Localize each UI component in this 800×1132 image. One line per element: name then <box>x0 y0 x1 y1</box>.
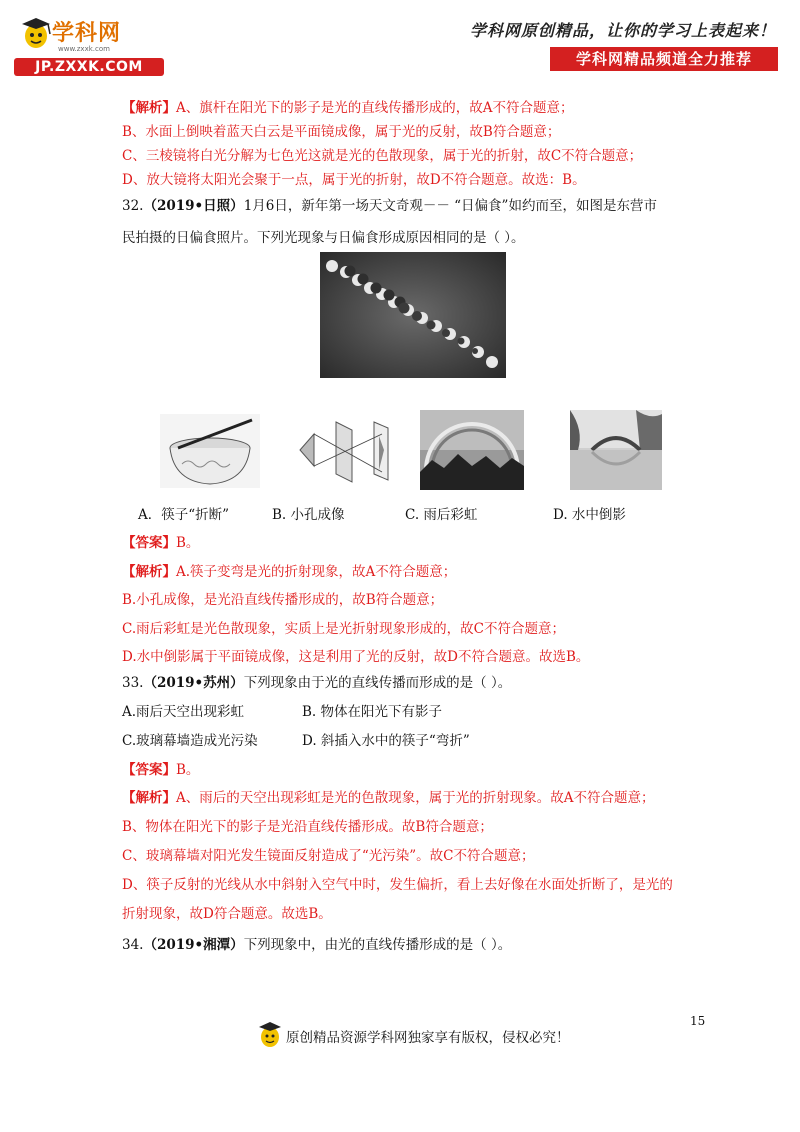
analysis-line: B、物体在阳光下的影子是光沿直线传播形成。故B符合题意； <box>122 819 493 835</box>
option-a: A.雨后天空出现彩虹 <box>122 704 245 720</box>
analysis-label: 【解析】 <box>122 564 176 580</box>
question-34-stem: 34.（2019•湘潭）下列现象中，由光的直线传播形成的是（ ）。 <box>122 937 512 953</box>
question-33-stem: 33.（2019•苏州）下列现象由于光的直线传播而形成的是（ ）。 <box>122 675 512 691</box>
partial-eclipse-photo <box>320 252 506 378</box>
option-d: D. 斜插入水中的筷子“弯折” <box>302 733 470 749</box>
option-a: A．筷子“折断” <box>138 507 230 523</box>
analysis-line: D、筷子反射的光线从水中斜射入空气中时，发生偏折，看上去好像在水面处折断了，是光的 <box>122 877 673 893</box>
header-banner: 学科网精品频道全力推荐 <box>550 47 778 71</box>
copyright-text: 原创精品资源学科网独家享有版权，侵权必究！ <box>286 1030 570 1046</box>
analysis-line: B、水面上倒映着蓝天白云是平面镜成像，属于光的反射，故B符合题意； <box>122 124 561 140</box>
pinhole-imaging-diagram <box>294 414 392 488</box>
logo-url[interactable]: JP.ZXXK.COM <box>14 58 164 76</box>
option-b: B. 物体在阳光下有影子 <box>302 704 443 720</box>
answer-line: 【答案】B。 <box>122 762 200 778</box>
rainbow-photo <box>420 410 524 490</box>
question-source: （2019•日照） <box>143 198 244 214</box>
answer-line: 【答案】B。 <box>122 535 200 551</box>
option-c: C.玻璃幕墙造成光污染 <box>122 733 258 749</box>
header-slogan: 学科网原创精品，让你的学习上表起来！ <box>469 21 776 40</box>
option-d: D. 水中倒影 <box>553 507 626 523</box>
chopsticks-in-bowl-photo <box>160 414 260 488</box>
answer-label: 【答案】 <box>122 762 176 778</box>
analysis-line: C.雨后彩虹是光色散现象，实质上是光折射现象形成的，故C不符合题意； <box>122 621 565 637</box>
page-number: 15 <box>690 1014 706 1028</box>
option-b: B. 小孔成像 <box>272 507 345 523</box>
logo-domain: www.zxxk.com <box>58 45 110 53</box>
question-32-stem-cont: 民拍摄的日偏食照片。下列光现象与日偏食形成原因相同的是（ ）。 <box>122 230 525 246</box>
question-32-stem: 32.（2019•日照）1月6日，新年第一场天文奇观－－ “日偏食”如约而至，如图是东营市 <box>122 198 657 214</box>
analysis-label: 【解析】 <box>122 100 176 116</box>
question-source: （2019•湘潭） <box>143 937 244 953</box>
analysis-line: B.小孔成像，是光沿直线传播形成的，故B符合题意； <box>122 592 444 608</box>
analysis-line: 【解析】A、雨后的天空出现彩虹是光的色散现象，属于光的折射现象。故A不符合题意； <box>122 790 655 806</box>
graduate-mascot-icon <box>258 1020 282 1050</box>
logo-text: 学科网 <box>52 21 122 46</box>
water-reflection-photo <box>570 410 662 490</box>
analysis-line: C、玻璃幕墙对阳光发生镜面反射造成了“光污染”。故C不符合题意； <box>122 848 535 864</box>
question-source: （2019•苏州） <box>143 675 244 691</box>
analysis-line: D、放大镜将太阳光会聚于一点，属于光的折射，故D不符合题意。故选：B。 <box>122 172 586 188</box>
analysis-line: 【解析】A.筷子变弯是光的折射现象，故A不符合题意； <box>122 564 457 580</box>
page-header <box>0 0 800 80</box>
analysis-label: 【解析】 <box>122 790 176 806</box>
analysis-line: 【解析】A、旗杆在阳光下的影子是光的直线传播形成的，故A不符合题意； <box>122 100 574 116</box>
analysis-line: C、三棱镜将白光分解为七色光这就是光的色散现象，属于光的折射，故C不符合题意； <box>122 148 643 164</box>
option-c: C. 雨后彩虹 <box>405 507 478 523</box>
analysis-line: 折射现象，故D符合题意。故选B。 <box>122 906 332 922</box>
answer-label: 【答案】 <box>122 535 176 551</box>
analysis-line: D.水中倒影属于平面镜成像，这是利用了光的反射，故D不符合题意。故选B。 <box>122 649 590 665</box>
site-logo[interactable] <box>14 12 164 74</box>
